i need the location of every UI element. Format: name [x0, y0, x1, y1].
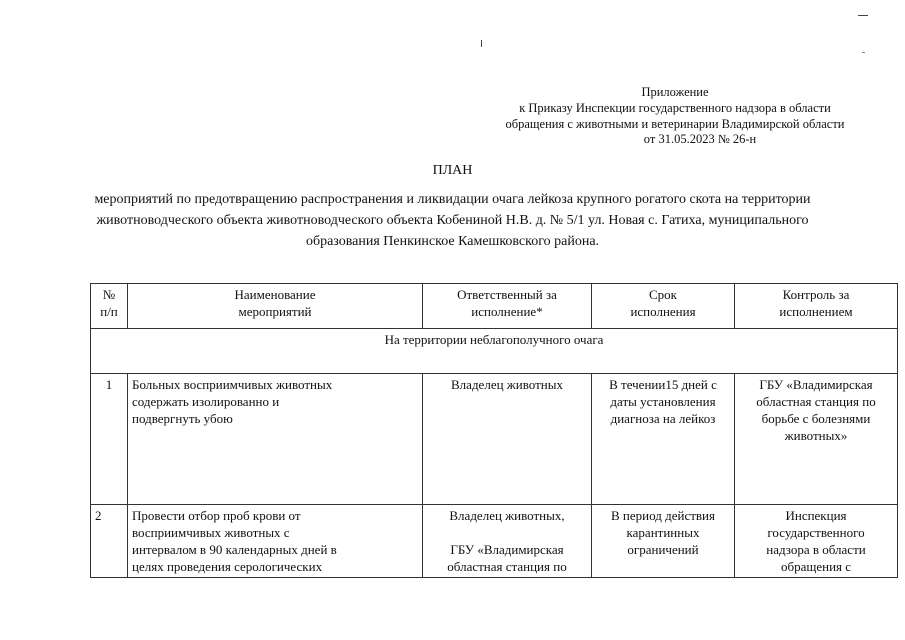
header-term-line: исполнения	[630, 304, 696, 319]
header-responsible	[423, 284, 592, 329]
table-row	[91, 505, 898, 578]
term-line: В период действия	[611, 508, 715, 523]
subtitle-line-3: образования Пенкинское Камешковского района.	[305, 234, 600, 249]
control-line: надзора в области	[766, 542, 866, 557]
subtitle-line-1: мероприятий по предотвращению распространения и ликвидации очага лейкоза крупного рогатого скота на территории	[94, 192, 811, 207]
header-responsible-line: Ответственный за	[457, 287, 557, 302]
blank-line	[427, 524, 587, 541]
scan-mark-right	[862, 52, 865, 53]
row-control	[735, 374, 898, 505]
responsible-line: ГБУ «Владимирская	[450, 542, 564, 557]
measure-line: содержать изолированно и	[132, 394, 280, 409]
header-number	[91, 284, 128, 329]
scan-mark-corner	[858, 15, 868, 16]
control-line: государственного	[767, 525, 865, 540]
row-responsible	[423, 374, 592, 505]
header-number-line: №	[102, 287, 116, 302]
section-label: На территории неблагополучного очага	[91, 329, 898, 374]
appendix-line-1: Приложение	[641, 85, 709, 99]
header-measure	[128, 284, 423, 329]
responsible-line: Владелец животных	[451, 377, 563, 392]
control-line: Инспекция	[785, 508, 847, 523]
plan-table	[90, 283, 898, 578]
table-row	[91, 374, 898, 505]
document-title: ПЛАН	[432, 163, 473, 178]
row-term	[592, 505, 735, 578]
responsible-line: Владелец животных,	[449, 508, 565, 523]
measure-line: интервалом в 90 календарных дней в	[132, 542, 337, 557]
row-term	[592, 374, 735, 505]
header-control-line: исполнением	[779, 304, 853, 319]
term-line: диагноза на лейкоз	[610, 411, 716, 426]
term-line: даты установления	[610, 394, 716, 409]
row-number: 1	[91, 374, 128, 505]
responsible-line: областная станция по	[447, 559, 567, 574]
header-term-line: Срок	[649, 287, 677, 302]
term-line: ограничений	[627, 542, 699, 557]
control-line: борьбе с болезнями	[761, 411, 871, 426]
appendix-line-4: от 31.05.2023 № 26-н	[643, 132, 757, 146]
appendix-line-3: обращения с животными и ветеринарии Владимирской области	[505, 117, 845, 131]
control-line: ГБУ «Владимирская	[759, 377, 873, 392]
header-measure-line: мероприятий	[238, 304, 312, 319]
header-measure-line: Наименование	[234, 287, 316, 302]
header-term	[592, 284, 735, 329]
measure-line: Больных восприимчивых животных	[132, 377, 333, 392]
appendix-line-2: к Приказу Инспекции государственного надзора в области	[519, 101, 831, 115]
scan-mark-top	[481, 40, 482, 47]
header-control	[735, 284, 898, 329]
term-line: В течении15 дней с	[609, 377, 717, 392]
header-responsible-line: исполнение*	[471, 304, 543, 319]
table-section-row	[91, 329, 898, 374]
measure-line: восприимчивых животных с	[132, 525, 290, 540]
subtitle-line-2: животноводческого объекта животноводческого объекта Кобениной Н.В. д. № 5/1 ул. Новая с. Гатиха, муниципального	[96, 213, 809, 228]
measure-line: подвергнуть убою	[132, 411, 233, 426]
row-measure	[128, 374, 423, 505]
row-control	[735, 505, 898, 578]
control-line: областная станция по	[756, 394, 876, 409]
row-measure	[128, 505, 423, 578]
control-line: обращения с	[780, 559, 852, 574]
measure-line: Провести отбор проб крови от	[132, 508, 301, 523]
term-line: карантинных	[626, 525, 700, 540]
control-line: животных»	[784, 428, 848, 443]
row-responsible	[423, 505, 592, 578]
table-header-row	[91, 284, 898, 329]
row-number: 2	[91, 505, 128, 578]
measure-line: целях проведения серологических	[132, 559, 323, 574]
header-number-line: п/п	[100, 304, 118, 319]
header-control-line: Контроль за	[782, 287, 850, 302]
